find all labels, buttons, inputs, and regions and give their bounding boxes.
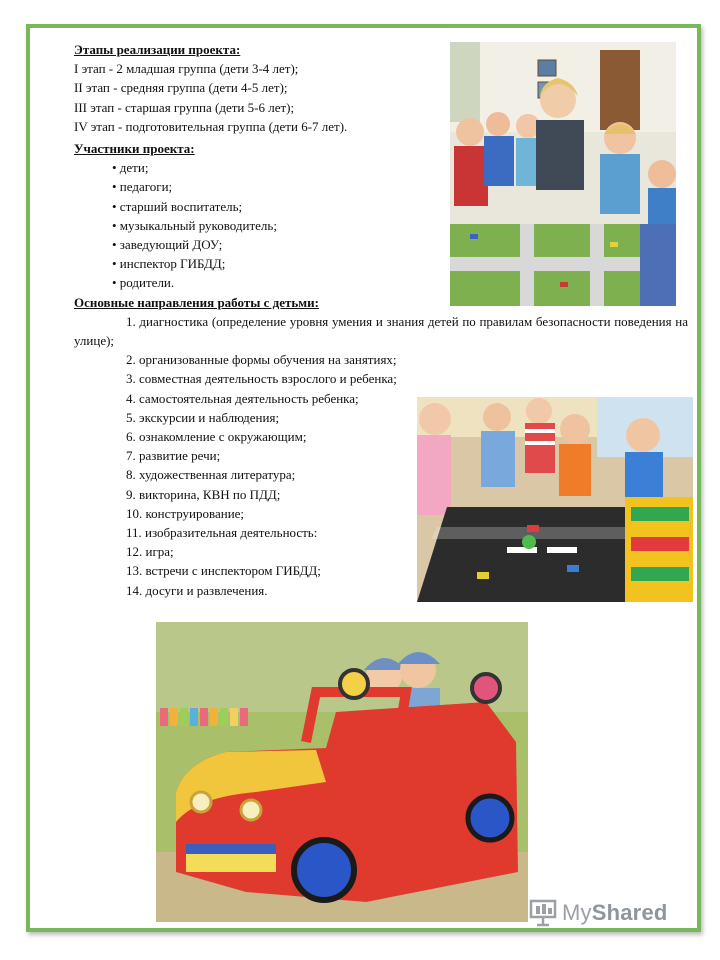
stage-item: I этап - 2 младшая группа (дети 3-4 лет);	[74, 61, 299, 77]
participant-item: • инспектор ГИБДД;	[112, 256, 226, 272]
photo-children-with-teacher	[450, 42, 676, 306]
watermark-my: My	[562, 900, 592, 925]
direction-item: 10. конструирование;	[126, 505, 245, 521]
directions-heading: Основные направления работы с детьми:	[74, 294, 319, 310]
direction-item: 6. ознакомление с окружающим;	[126, 429, 307, 445]
participant-item: • педагоги;	[112, 179, 173, 195]
participants-heading: Участники проекта:	[74, 141, 195, 157]
participant-item: • заведующий ДОУ;	[112, 237, 223, 253]
watermark-shared: Shared	[591, 900, 668, 925]
stage-item: II этап - средняя группа (дети 4-5 лет);	[74, 80, 288, 96]
photo-boys-in-toy-car	[156, 622, 528, 922]
direction-item: 11. изобразительная деятельность:	[126, 525, 318, 541]
direction-item: 7. развитие речи;	[126, 448, 221, 464]
participant-item: • родители.	[112, 275, 175, 291]
stage-item: IV этап - подготовительная группа (дети 6-7 лет).	[74, 118, 348, 134]
participant-item: • дети;	[112, 160, 149, 176]
direction-item: 2. организованные формы обучения на занятиях;	[126, 352, 397, 368]
participant-item: • старший воспитатель;	[112, 198, 243, 214]
direction-item: 4. самостоятельная деятельность ребенка;	[126, 390, 359, 406]
direction-item: 14. досуги и развлечения.	[126, 582, 268, 598]
direction-item: 3. совместная деятельность взрослого и ребенка;	[126, 371, 397, 387]
participant-item: • музыкальный руководитель;	[112, 217, 277, 233]
presentation-board-icon	[528, 898, 558, 928]
direction-item: 13. встречи с инспектором ГИБДД;	[126, 563, 321, 579]
stages-heading: Этапы реализации проекта:	[74, 42, 241, 57]
direction-item: 12. игра;	[126, 544, 174, 560]
direction-item: 1. диагностика (определение уровня умения и знания детей по правилам безопасности поведения на улице);	[74, 313, 688, 349]
direction-item: 8. художественная литература;	[126, 467, 296, 483]
photo-children-road-mat	[417, 397, 693, 602]
myshared-watermark	[528, 896, 668, 930]
stage-item: III этап - старшая группа (дети 5-6 лет);	[74, 99, 295, 115]
direction-item: 9. викторина, КВН по ПДД;	[126, 486, 281, 502]
direction-item: 5. экскурсии и наблюдения;	[126, 409, 280, 425]
